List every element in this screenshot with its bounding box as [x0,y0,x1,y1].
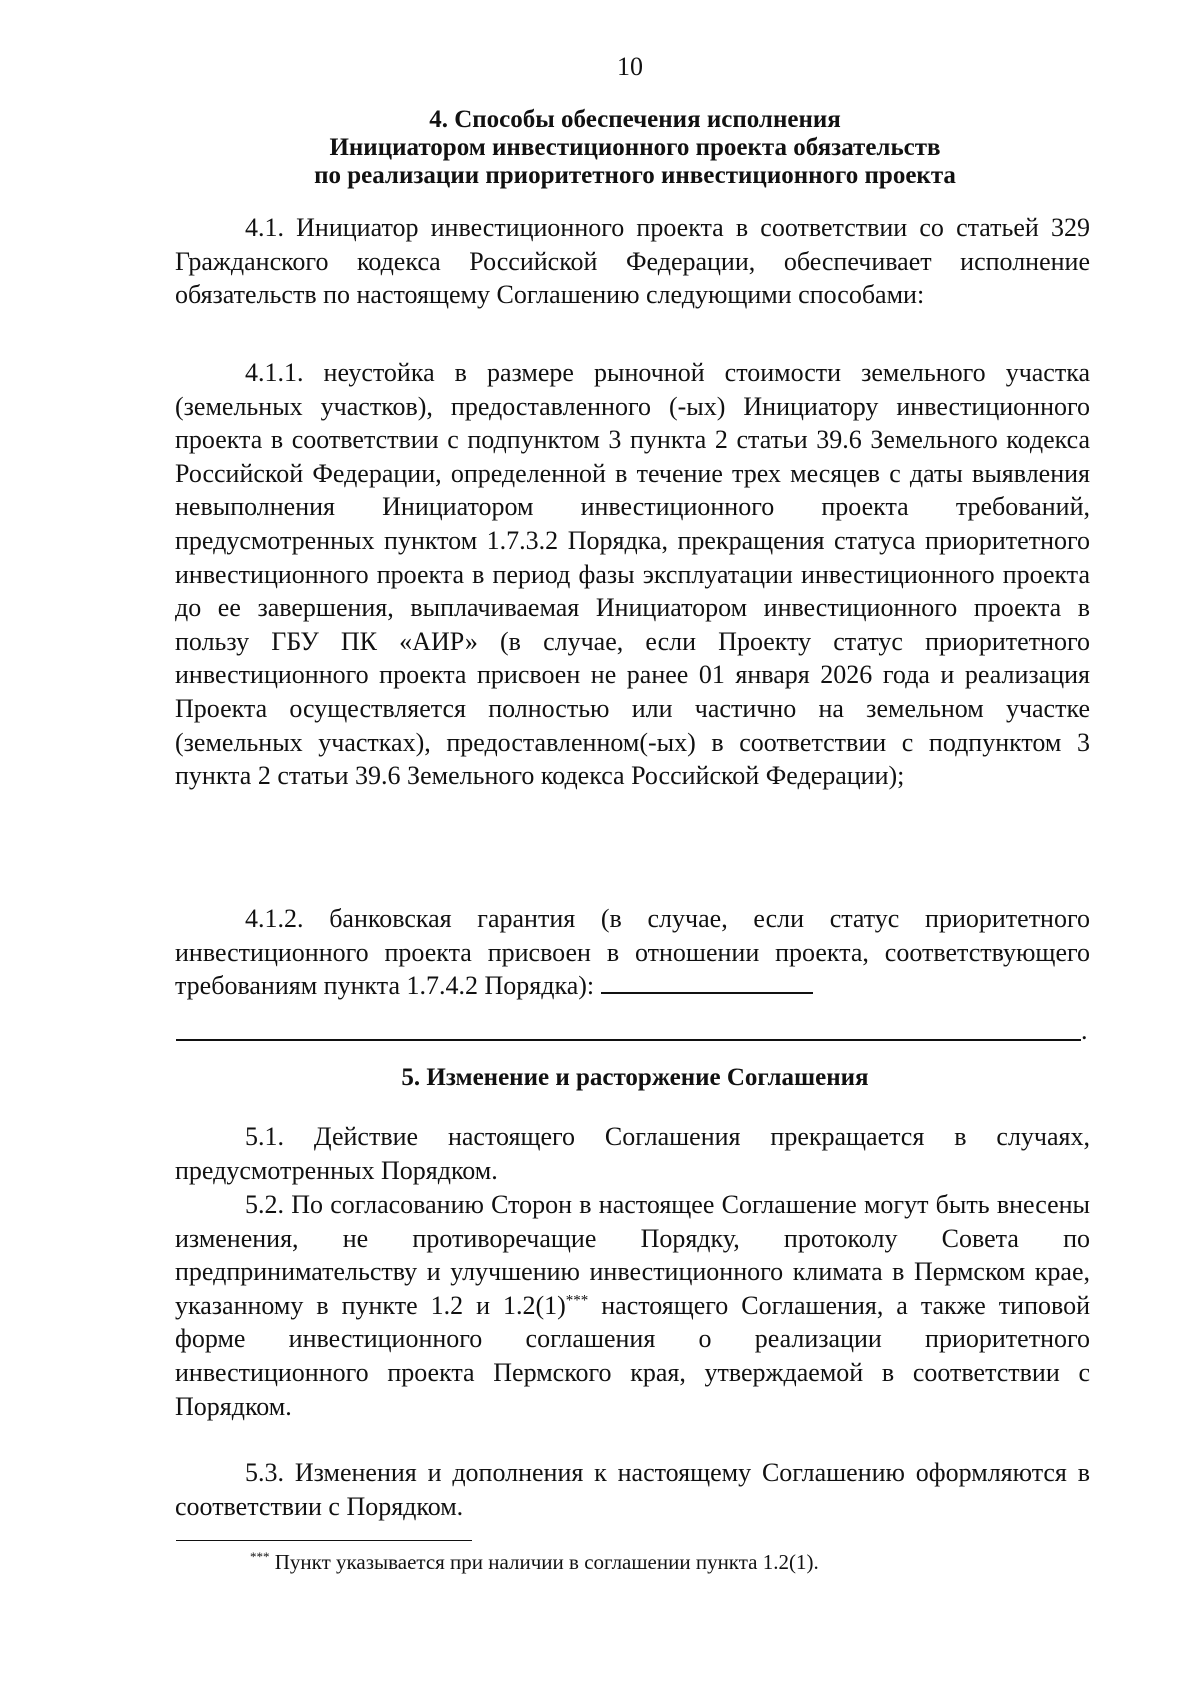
footnote [250,1549,1090,1575]
paragraph-5-1: 5.1. Действие настоящего Соглашения прекращается в случаях, предусмотренных Порядком. [175,1122,1090,1185]
section-4-heading-line-3: по реализации приоритетного инвестиционного проекта [314,162,956,189]
paragraph-4-1-2-text: 4.1.2. банковская гарантия (в случае, если статус приоритетного инвестиционного проекта присвоен в отношении проекта, соответствующего требованиям пункта 1.7.4.2 Порядка): [175,904,1090,1001]
footnote-separator [176,1540,472,1541]
paragraph-4-1-1: 4.1.1. неустойка в размере рыночной стоимости земельного участка (земельных участков), предоставленного (-ых) Инициатору инвестиционного проекта в соответствии с подпунктом 3 пункта 2 статьи 39.6 Земельного кодекса Российской Федерации, определенной в течение трех месяцев с даты выявления невыполнения Инициатором инвестиционного проекта требований, предусмотренных пунктом 1.7.3.2 Порядка, прекращения статуса приоритетного инвестиционного проекта в период фазы эксплуатации инвестиционного проекта до ее завершения, выплачиваемая Инициатором инвестиционного проекта в пользу ГБУ ПК «АИР» (в случае, если Проекту статус приоритетного инвестиционного проекта присвоен не ранее 01 января 2026 года и реализация Проекта осуществляется полностью или частично на земельном участке (земельных участках), предоставленном(-ых) в соответствии с подпунктом 3 пункта 2 статьи 39.6 Земельного кодекса Российской Федерации); [175,358,1090,791]
fill-in-blank-line [176,1039,1081,1041]
paragraph-5-2-text-a: 5.2. По согласованию Сторон в настоящее Соглашение могут быть внесены изменения, не противоречащие Порядку, протоколу Совета по предпринимательству и улучшению инвестиционного климата в Пермском крае, указанному в пункте 1.2 и 1.2(1) [175,1190,1090,1320]
section-4-heading [175,106,1095,190]
fill-in-blank [601,970,813,994]
section-4-heading-line-1: 4. Способы обеспечения исполнения [429,106,841,133]
page-number: 10 [617,52,643,81]
fill-in-blank-period: . [1081,1016,1088,1045]
paragraph-4-1: 4.1. Инициатор инвестиционного проекта в соответствии со статьей 329 Гражданского кодекса Российской Федерации, обеспечивает исполнение обязательств по настоящему Соглашению следующими способами: [175,213,1090,310]
paragraph-5-3: 5.3. Изменения и дополнения к настоящему Соглашению оформляются в соответствии с Порядком. [175,1458,1090,1521]
paragraph-5-2-text-b: настоящего Соглашения, а также типовой форме инвестиционного соглашения о реализации приоритетного инвестиционного проекта Пермского края, утверждаемой в соответствии с Порядком. [175,1290,1091,1421]
footnote-marker: *** [250,1549,270,1564]
section-5-heading: 5. Изменение и расторжение Соглашения [401,1064,869,1091]
paragraph-5-2 [175,1188,1090,1423]
section-4-heading-line-2: Инициатором инвестиционного проекта обязательств [329,134,941,161]
footnote-text: Пункт указывается при наличии в соглашении пункта 1.2(1). [269,1550,819,1574]
footnote-reference: *** [565,1292,589,1309]
paragraph-4-1-2 [175,902,1090,1003]
